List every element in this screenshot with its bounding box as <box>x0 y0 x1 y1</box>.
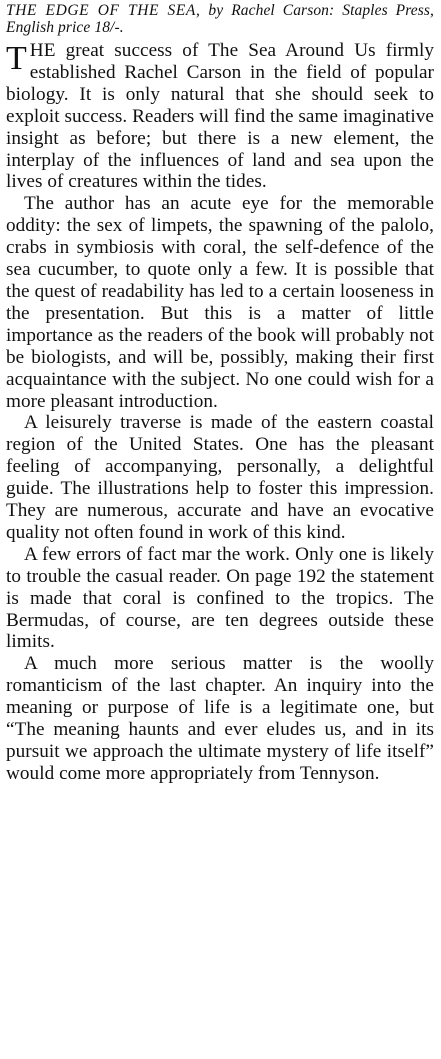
paragraph-2: The author has an acute eye for the memorable oddity: the sex of limpets, the spawning of the palolo, crabs in symbiosis with coral, the self-defence of the sea cucumber, to quote only a few. It is possible that the quest of readability has led to a certain looseness in the presentation. But this is a matter of little importance as the readers of the book will probably not be biologists, and will be, possibly, making their first acquaintance with the subject. No one could wish for a more pleasant introduction. <box>6 193 434 412</box>
book-heading <box>6 2 434 36</box>
paragraph-1-text: HE great success of The Sea Around Us firmly established Rachel Carson in the field of popular biology. It is only natural that she should seek to exploit success. Readers will find the same imaginative insight as before; but there is a new element, the interplay of the influences of land and sea upon the lives of creatures within the tides. <box>6 40 434 193</box>
book-byline: by Rachel Carson: Staples Press, English price 18/-. <box>6 2 434 36</box>
paragraph-3: A leisurely traverse is made of the eastern coastal region of the United States. One has the pleasant feeling of accompanying, personally, a delightful guide. The illustrations help to foster this impression. They are numerous, accurate and have an evocative quality not often found in work of this kind. <box>6 412 434 543</box>
paragraph-4: A few errors of fact mar the work. Only one is likely to trouble the casual reader. On page 192 the statement is made that coral is confined to the tropics. The Bermudas, of course, are ten degrees outside these limits. <box>6 543 434 653</box>
review-article <box>6 2 434 785</box>
paragraph-5: A much more serious matter is the woolly romanticism of the last chapter. An inquiry into the meaning or purpose of life is a legitimate one, but “The meaning haunts and ever eludes us, and in its pursuit we approach the ultimate mystery of life itself” would come more appropriately from Tennyson. <box>6 653 434 784</box>
paragraph-1 <box>6 40 434 193</box>
book-title: THE EDGE OF THE SEA, <box>6 2 201 19</box>
drop-cap: T <box>6 40 26 77</box>
